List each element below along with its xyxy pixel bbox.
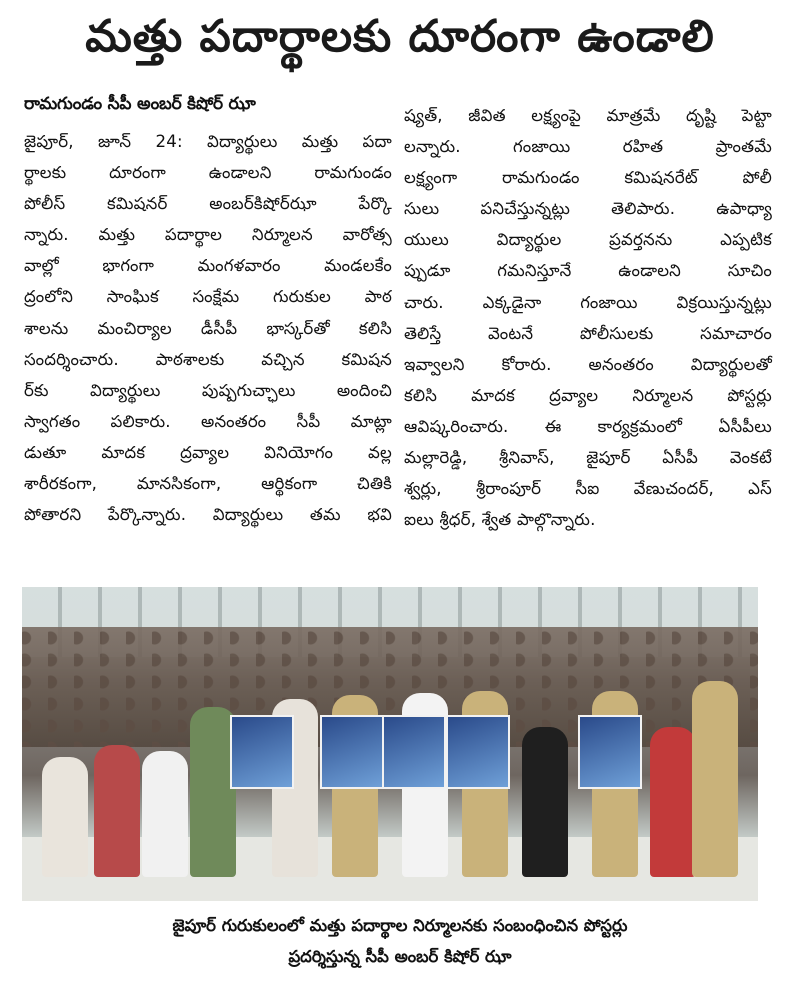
person [650, 727, 696, 877]
text-line: స్వాగతం పలికారు. అనంతరం సీపీ మాట్లా [24, 411, 392, 431]
text-line: ర్‌కు విద్యార్థులు పుష్పగుచ్ఛాలు అందించి [24, 380, 392, 400]
poster [382, 715, 446, 789]
text-line: ఐలు శ్రీధర్, శ్వేత పాల్గొన్నారు. [404, 510, 596, 530]
group-photo [22, 587, 758, 901]
text-line: కలిసి మాదక ద్రవ్యాల నిర్మూలన పోస్టర్లు [404, 385, 772, 405]
text-line: జైపూర్, జూన్ 24: విద్యార్థులు మత్తు పదా [24, 132, 392, 151]
headline: మత్తు పదార్థాలకు దూరంగా ఉండాలి [85, 11, 715, 62]
person [692, 681, 738, 877]
text-line: ఆవిష్కరించారు. ఈ కార్యక్రమంలో ఏసీపీలు [404, 416, 772, 436]
text-line: పోలీస్ కమిషనర్ అంబర్‌కిషోర్‌ఝా పేర్కొ [24, 194, 392, 214]
text-line: న్నారు. మత్తు పదార్థాల నిర్మూలన వారోత్స [24, 225, 392, 245]
text-line: లన్నారు. గంజాయి రహిత ప్రాంతమే [404, 137, 772, 157]
text-line: శాలను మంచిర్యాల డీసీపీ భాస్కర్‌తో కలిసి [24, 318, 392, 338]
text-line: ర్థాలకు దూరంగా ఉండాలని రామగుండం [24, 163, 392, 183]
caption-line: జైపూర్ గురుకులంలో మత్తు పదార్థాల నిర్మూలనకు సంబంధించిన పోస్టర్లు [172, 916, 628, 935]
text-line: మల్లారెడ్డి, శ్రీనివాస్, జైపూర్ ఏసీపీ వెంకటే [404, 448, 772, 468]
person [42, 757, 88, 877]
left-body [24, 126, 392, 530]
poster [446, 715, 510, 789]
left-column [24, 90, 392, 530]
poster [320, 715, 384, 789]
text-line: పోతారని పేర్కొన్నారు. విద్యార్థులు తమ భవి [24, 505, 392, 525]
person [94, 745, 140, 877]
text-line: శ్వర్లు, శ్రీరాంపూర్ సీఐ వేణుచందర్, ఎస్ [404, 479, 772, 499]
text-line: ష్యత్, జీవిత లక్ష్యంపై మాత్రమే దృష్టి పెట్టా [404, 106, 772, 125]
text-line: ఇవ్వాలని కోరారు. అనంతరం విద్యార్థులతో [404, 354, 772, 374]
text-line: సులు పనిచేస్తున్నట్లు తెలిపారు. ఉపాధ్యా [404, 199, 772, 219]
text-line: చారు. ఎక్కడైనా గంజాయి విక్రయిస్తున్నట్లు [404, 292, 772, 312]
poster [230, 715, 294, 789]
photo-caption [0, 910, 800, 972]
text-line: ద్రంలోని సాంఘిక సంక్షేమ గురుకుల పాఠ [24, 287, 392, 307]
text-line: శారీరకంగా, మానసికంగా, ఆర్థికంగా చితికి [24, 474, 392, 494]
poster [578, 715, 642, 789]
caption-line: ప్రదర్శిస్తున్న సీపీ అంబర్ కిషోర్ ఝా [288, 947, 512, 966]
text-line: సందర్శించారు. పాఠశాలకు వచ్చిన కమిషన [24, 349, 392, 369]
text-line: వాల్లో భాగంగా మంగళవారం మండలకేం [24, 256, 392, 276]
person [522, 727, 568, 877]
text-line: తెలిస్తే వెంటనే పోలీసులకు సమాచారం [404, 323, 772, 343]
text-line: ప్పుడూ గమనిస్తూనే ఉండాలని సూచిం [404, 261, 772, 281]
byline: రామగుండం సీపీ అంబర్ కిషోర్ ఝా [24, 94, 256, 114]
text-line: లక్ష్యంగా రామగుండం కమిషనరేట్ పోలీ [404, 168, 772, 188]
right-body [404, 100, 772, 535]
text-line: యులు విద్యార్థుల ప్రవర్తనను ఎప్పటిక [404, 230, 772, 250]
person [142, 751, 188, 877]
right-column [404, 100, 772, 535]
text-line: డుతూ మాదక ద్రవ్యాల వినియోగం వల్ల [24, 442, 392, 462]
